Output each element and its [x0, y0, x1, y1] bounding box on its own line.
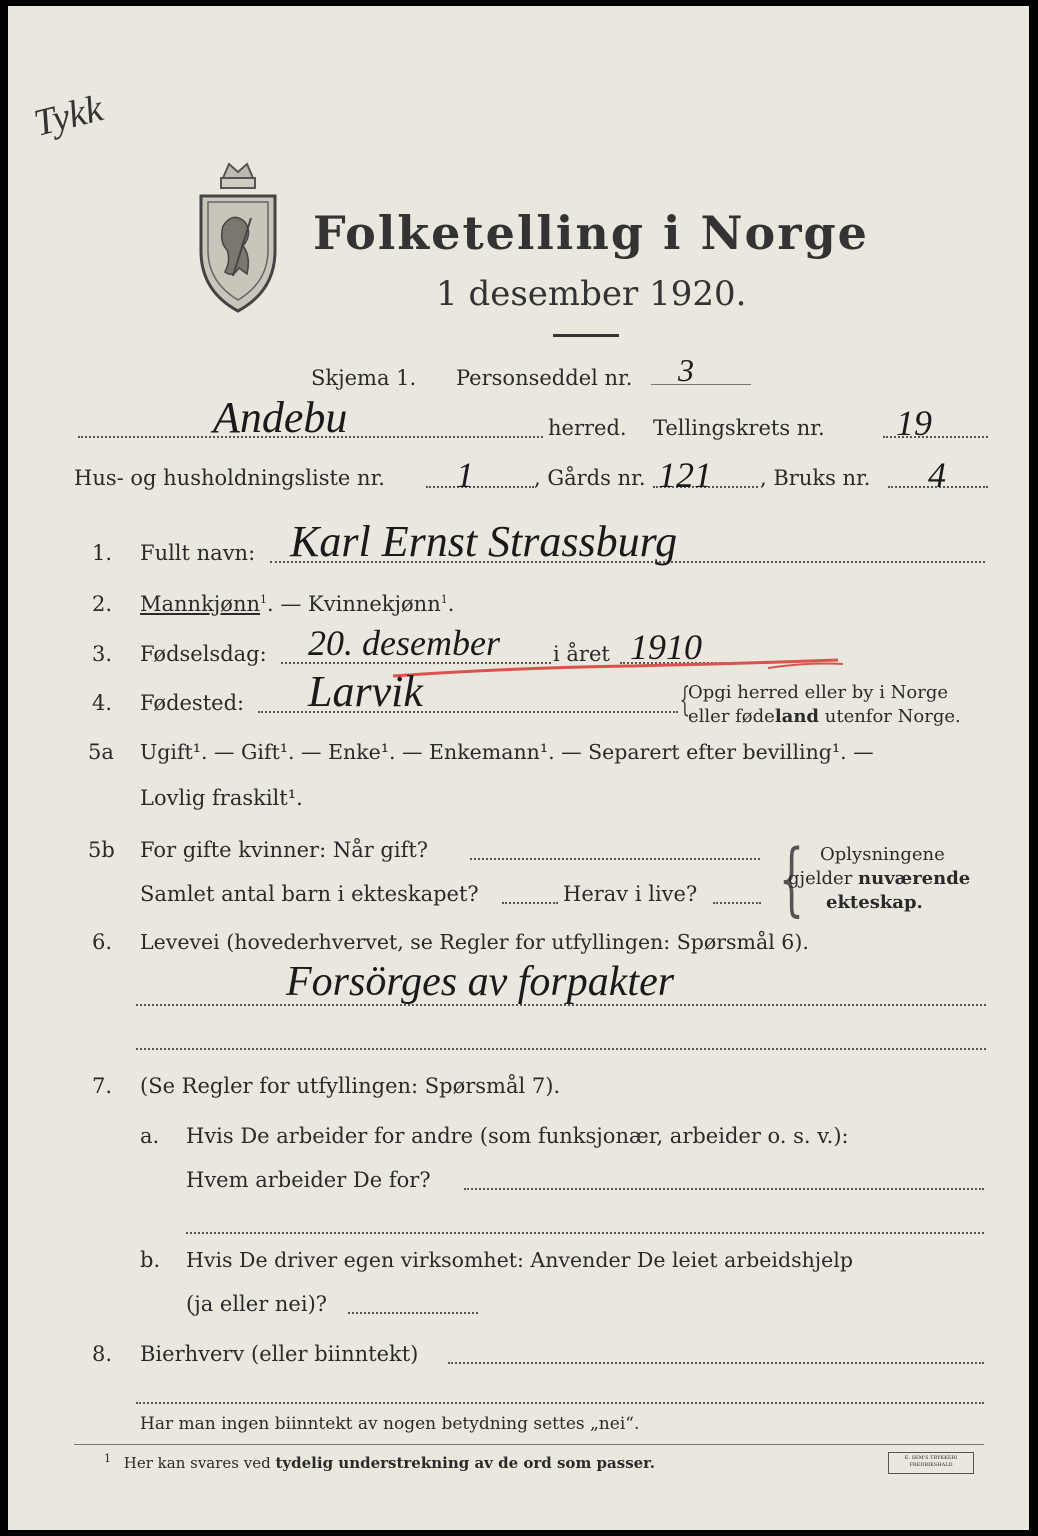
male-option: Mannkjønn	[140, 592, 261, 616]
birth-year-value: 1910	[630, 627, 702, 667]
q7a-line1: Hvis De arbeider for andre (som funksjonær, arbeider o. s. v.):	[186, 1124, 849, 1148]
person-number: 3	[678, 352, 694, 388]
q4-note-line1: Opgi herred eller by i Norge	[688, 682, 949, 703]
q5b-children-label: Samlet antal barn i ekteskapet?	[140, 882, 479, 906]
q5b-brace: {	[778, 832, 805, 925]
q7-label: (Se Regler for utfyllingen: Spørsmål 7).	[140, 1074, 561, 1098]
q5a-number: 5a	[88, 740, 114, 764]
note-brace: {	[679, 680, 691, 720]
q2-options: Mannkjønn$^1$. — Kvinnekjønn$^1$.	[140, 592, 455, 616]
q4-label: Fødested:	[140, 691, 245, 715]
krets-number: 19	[896, 403, 932, 443]
printer-mark: E. SEM'S TRYKKERI FREDRIKSHALD	[888, 1452, 974, 1474]
person-label: Personseddel nr.	[456, 366, 633, 390]
herred-value: Andebu	[213, 393, 348, 442]
q7-number: 7.	[92, 1074, 113, 1098]
footer-note: Har man ingen biinntekt av nogen betydning settes „nei“.	[140, 1414, 640, 1434]
year-label: i året	[553, 642, 610, 666]
birth-date-value: 20. desember	[308, 623, 500, 663]
q7b-line2: (ja eller nei)?	[186, 1292, 328, 1316]
census-date: 1 desember 1920.	[436, 274, 747, 314]
list-number: 1	[456, 455, 474, 495]
margin-note: Tykk	[29, 87, 107, 145]
footnote: $^1$ Her kan svares ved tydelig understrekning av de ord som passer.	[104, 1452, 655, 1472]
census-form	[8, 6, 1029, 1530]
bruks-label: , Bruks nr.	[760, 466, 871, 490]
q7b-number: b.	[140, 1248, 161, 1272]
q6-number: 6.	[92, 930, 113, 954]
q2-number: 2.	[92, 592, 113, 616]
q7a-number: a.	[140, 1124, 160, 1148]
gards-label: , Gårds nr.	[534, 466, 646, 490]
q5a-line1: Ugift¹. — Gift¹. — Enke¹. — Enkemann¹. — Separert efter bevilling¹. —	[140, 740, 874, 764]
q4-number: 4.	[92, 691, 113, 715]
krets-label: Tellingskrets nr.	[653, 416, 825, 440]
q1-number: 1.	[92, 541, 113, 565]
q7b-line1: Hvis De driver egen virksomhet: Anvender De leiet arbeidshjelp	[186, 1248, 853, 1272]
q3-label: Fødselsdag:	[140, 642, 267, 666]
red-pencil-mark	[388, 654, 848, 684]
q5b-note-line1: Oplysningene	[820, 844, 945, 865]
q7a-line2: Hvem arbeider De for?	[186, 1168, 431, 1192]
female-option: Kvinnekjønn	[308, 592, 441, 616]
bruks-number: 4	[928, 455, 946, 495]
list-label: Hus- og husholdningsliste nr.	[74, 466, 385, 490]
gards-number: 121	[658, 455, 712, 495]
form-title: Folketelling i Norge	[313, 206, 869, 260]
q5a-line2: Lovlig fraskilt¹.	[140, 786, 303, 810]
q5b-line1: For gifte kvinner: Når gift?	[140, 838, 429, 862]
q8-number: 8.	[92, 1342, 113, 1366]
q5b-number: 5b	[88, 838, 115, 862]
q5b-note-line3: ekteskap.	[826, 892, 923, 913]
title-rule	[553, 334, 619, 337]
q1-label: Fullt navn:	[140, 541, 256, 565]
q6-label: Levevei (hovederhvervet, se Regler for utfyllingen: Spørsmål 6).	[140, 930, 809, 954]
occupation-value: Forsörges av forpakter	[286, 959, 675, 1005]
coat-of-arms-icon	[193, 156, 283, 316]
q4-note-line2: eller fødeland utenfor Norge.	[688, 706, 961, 727]
q5b-alive-label: Herav i live?	[563, 882, 698, 906]
schema-label: Skjema 1.	[311, 366, 417, 390]
q3-number: 3.	[92, 642, 113, 666]
q5b-note-line2: gjelder nuværende	[788, 868, 971, 889]
herred-label: herred.	[548, 416, 627, 440]
birthplace-value: Larvik	[308, 667, 423, 716]
q8-label: Bierhverv (eller biinntekt)	[140, 1342, 419, 1366]
full-name-value: Karl Ernst Strassburg	[290, 517, 678, 566]
